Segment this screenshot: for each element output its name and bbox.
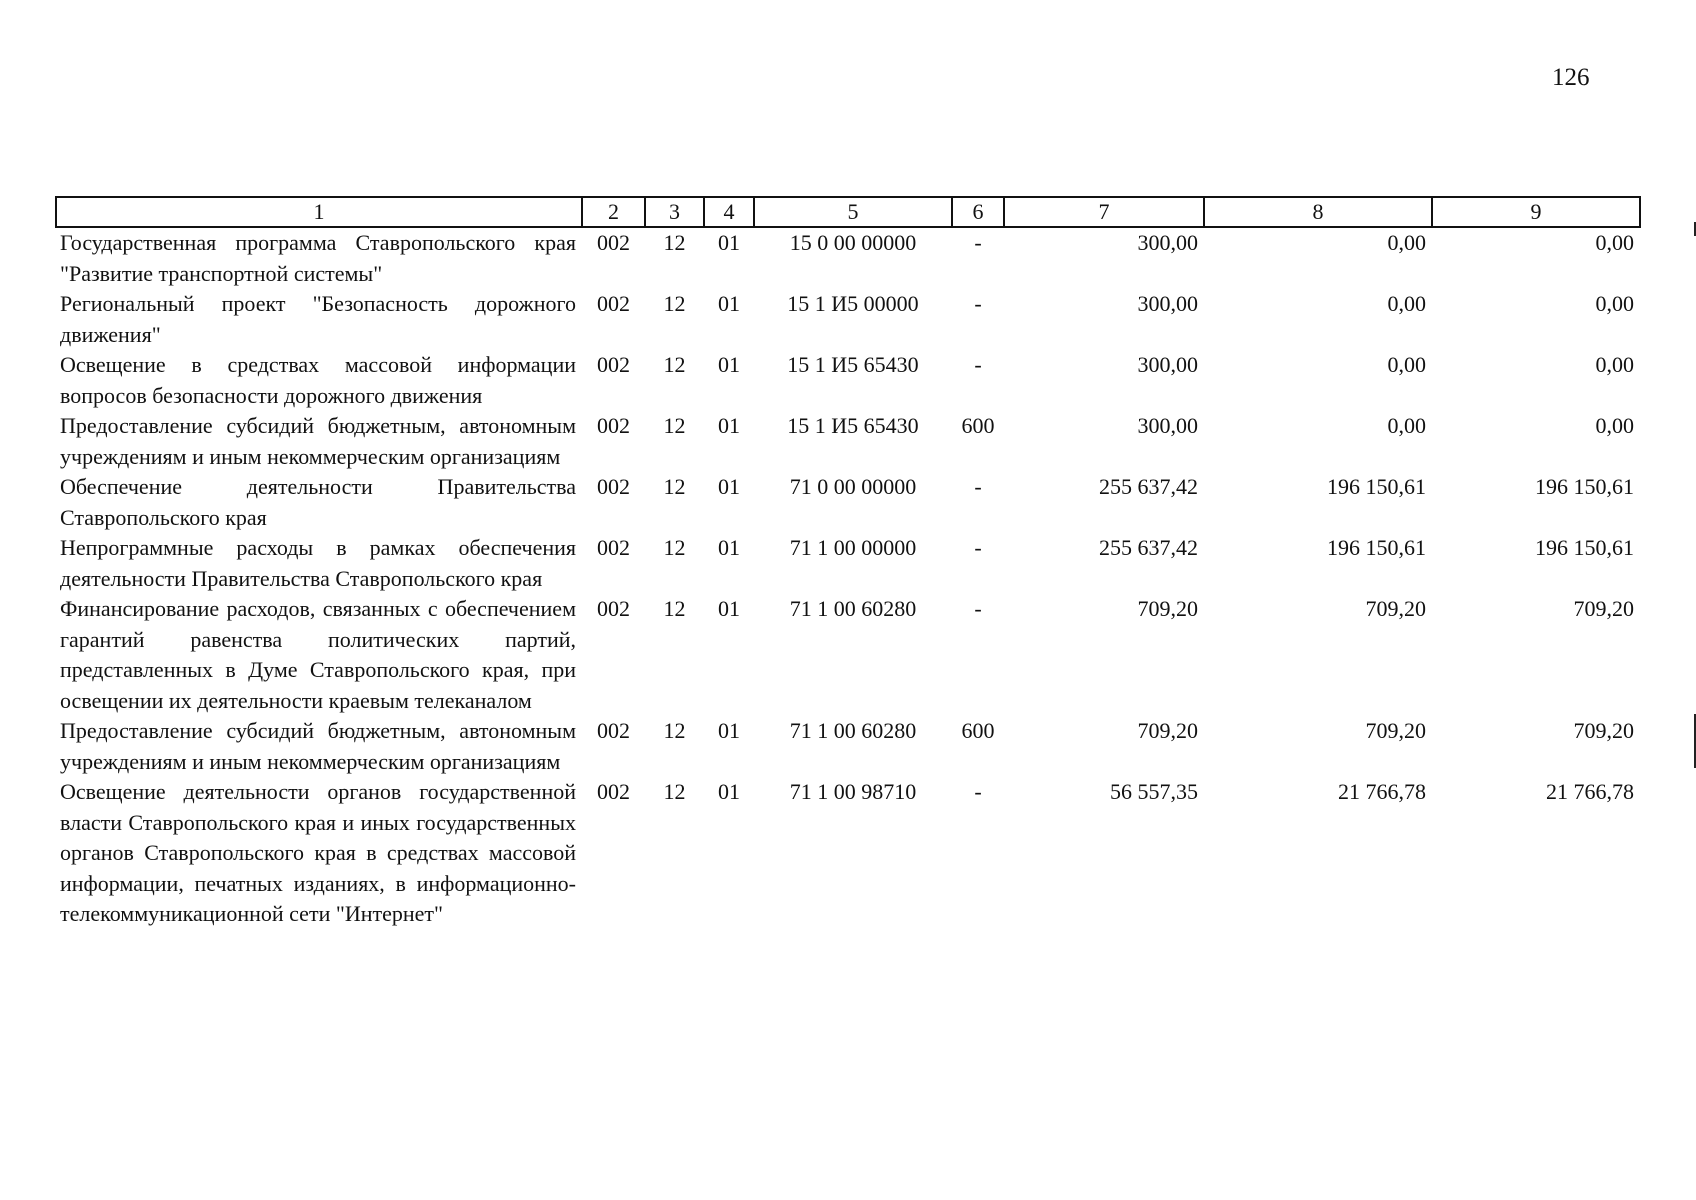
column-header-9: 9	[1432, 197, 1640, 227]
row-description: Государственная программа Ставропольского края "Развитие транспортной системы"	[60, 230, 576, 286]
cell-expense-type: -	[974, 230, 982, 255]
cell-amount-8: 196 150,61	[1327, 535, 1426, 560]
cell-target-article: 15 1 И5 65430	[787, 413, 919, 438]
column-header-6: 6	[952, 197, 1004, 227]
cell-expense-type: -	[974, 474, 982, 499]
cell-target-article: 71 1 00 60280	[789, 596, 917, 621]
cell-expense-type: -	[974, 352, 982, 377]
cell-amount-7: 709,20	[1137, 718, 1198, 743]
cell-expense-type: 600	[961, 718, 995, 743]
cell-amount-7: 300,00	[1137, 352, 1198, 377]
cell-amount-9: 0,00	[1595, 291, 1634, 316]
cell-amount-9: 0,00	[1595, 352, 1634, 377]
cell-section: 12	[663, 413, 686, 438]
cell-section: 12	[663, 230, 686, 255]
cell-amount-7: 300,00	[1137, 291, 1198, 316]
cell-section: 12	[663, 718, 686, 743]
cell-amount-8: 21 766,78	[1338, 779, 1426, 804]
column-header-8: 8	[1204, 197, 1432, 227]
cell-subsection: 01	[718, 474, 740, 499]
cell-target-article: 71 1 00 98710	[789, 779, 917, 804]
cell-section: 12	[663, 352, 686, 377]
cell-ministry-code: 002	[597, 779, 630, 804]
cell-amount-9: 709,20	[1573, 718, 1634, 743]
cell-subsection: 01	[718, 352, 740, 377]
cell-amount-8: 709,20	[1365, 718, 1426, 743]
column-header-5: 5	[754, 197, 952, 227]
cell-amount-7: 709,20	[1137, 596, 1198, 621]
cell-subsection: 01	[718, 596, 740, 621]
cell-target-article: 15 0 00 00000	[789, 230, 917, 255]
column-header-4: 4	[704, 197, 754, 227]
cell-ministry-code: 002	[597, 291, 630, 316]
cell-expense-type: -	[974, 291, 982, 316]
cell-subsection: 01	[718, 779, 740, 804]
cell-subsection: 01	[718, 718, 740, 743]
column-header-1: 1	[56, 197, 582, 227]
cell-amount-8: 0,00	[1387, 413, 1426, 438]
cell-ministry-code: 002	[597, 535, 630, 560]
cell-amount-9: 196 150,61	[1535, 474, 1634, 499]
cell-section: 12	[663, 596, 686, 621]
cell-subsection: 01	[718, 230, 740, 255]
cell-expense-type: -	[974, 779, 982, 804]
cell-target-article: 71 1 00 00000	[789, 535, 917, 560]
column-header-2: 2	[582, 197, 645, 227]
cell-amount-8: 0,00	[1387, 230, 1426, 255]
cell-section: 12	[663, 474, 686, 499]
cell-amount-8: 0,00	[1387, 291, 1426, 316]
cell-subsection: 01	[718, 535, 740, 560]
table-row	[56, 594, 1640, 716]
cell-target-article: 71 1 00 60280	[789, 718, 917, 743]
cell-amount-7: 300,00	[1137, 413, 1198, 438]
row-description: Освещение деятельности органов государственной власти Ставропольского края и иных государственных органов Ставропольского края в средствах массовой информации, печатных изданиях, в информационно-телекоммуникационной сети "Интернет"	[60, 779, 576, 926]
column-header-3: 3	[645, 197, 704, 227]
cell-amount-7: 300,00	[1137, 230, 1198, 255]
cell-amount-7: 255 637,42	[1099, 535, 1198, 560]
table-header	[56, 197, 1640, 227]
cell-section: 12	[663, 291, 686, 316]
table-row	[56, 472, 1640, 533]
cell-section: 12	[663, 535, 686, 560]
table-row	[56, 350, 1640, 411]
cell-target-article: 71 0 00 00000	[789, 474, 917, 499]
row-description: Предоставление субсидий бюджетным, автономным учреждениям и иным некоммерческим организациям	[60, 413, 576, 469]
row-description: Обеспечение деятельности Правительства Ставропольского края	[60, 474, 576, 530]
row-description: Финансирование расходов, связанных с обеспечением гарантий равенства политических партий, представленных в Думе Ставропольского края, при освещении их деятельности краевым телеканалом	[60, 596, 576, 713]
table-row	[56, 227, 1640, 289]
cell-ministry-code: 002	[597, 596, 630, 621]
cell-ministry-code: 002	[597, 352, 630, 377]
cell-amount-7: 56 557,35	[1110, 779, 1198, 804]
cell-target-article: 15 1 И5 65430	[787, 352, 919, 377]
cell-ministry-code: 002	[597, 474, 630, 499]
cell-expense-type: 600	[961, 413, 995, 438]
row-description: Непрограммные расходы в рамках обеспечения деятельности Правительства Ставропольского края	[60, 535, 576, 591]
row-description: Освещение в средствах массовой информации вопросов безопасности дорожного движения	[60, 352, 576, 408]
row-description: Региональный проект "Безопасность дорожного движения"	[60, 291, 576, 347]
cell-amount-9: 709,20	[1573, 596, 1634, 621]
table-row	[56, 716, 1640, 777]
cell-ministry-code: 002	[597, 230, 630, 255]
table-row	[56, 411, 1640, 472]
cell-expense-type: -	[974, 535, 982, 560]
cell-amount-9: 21 766,78	[1546, 779, 1634, 804]
row-description: Предоставление субсидий бюджетным, автономным учреждениям и иным некоммерческим организациям	[60, 718, 576, 774]
column-header-7: 7	[1004, 197, 1204, 227]
header-row	[56, 197, 1640, 227]
cell-amount-8: 196 150,61	[1327, 474, 1426, 499]
cell-amount-7: 255 637,42	[1099, 474, 1198, 499]
cell-amount-8: 0,00	[1387, 352, 1426, 377]
table-row	[56, 533, 1640, 594]
cell-ministry-code: 002	[597, 718, 630, 743]
table-row	[56, 777, 1640, 930]
cell-amount-9: 196 150,61	[1535, 535, 1634, 560]
cell-subsection: 01	[718, 291, 740, 316]
cell-amount-9: 0,00	[1595, 230, 1634, 255]
page-number: 126	[1552, 64, 1590, 91]
table-row	[56, 289, 1640, 350]
table-body	[56, 227, 1640, 930]
cell-expense-type: -	[974, 596, 982, 621]
cell-target-article: 15 1 И5 00000	[787, 291, 919, 316]
budget-table	[55, 196, 1641, 930]
cell-amount-9: 0,00	[1595, 413, 1634, 438]
cell-amount-8: 709,20	[1365, 596, 1426, 621]
cell-section: 12	[663, 779, 686, 804]
cell-subsection: 01	[718, 413, 740, 438]
cell-ministry-code: 002	[597, 413, 630, 438]
